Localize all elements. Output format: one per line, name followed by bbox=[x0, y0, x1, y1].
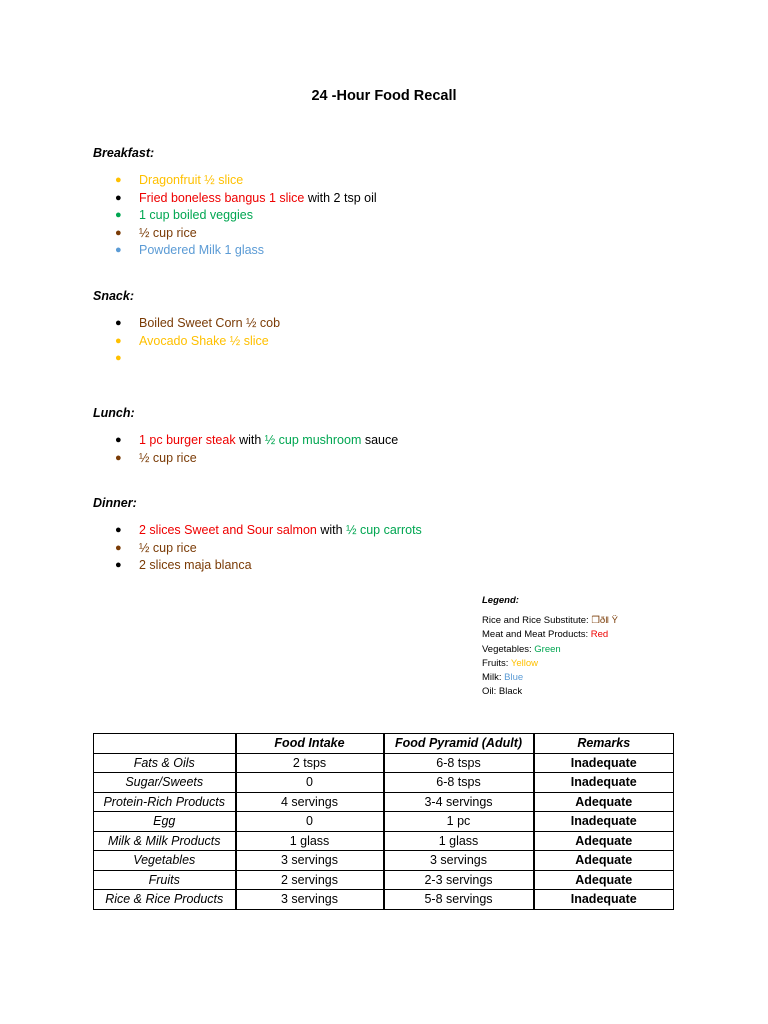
table-cell: 1 glass bbox=[384, 831, 534, 851]
list-item bbox=[93, 540, 422, 558]
food-item-text: ½ cup mushroom bbox=[264, 433, 362, 447]
legend-label: Oil: bbox=[482, 686, 499, 698]
legend-value: ❒ð‖ Ÿ bbox=[591, 615, 619, 627]
legend-label: Vegetables: bbox=[482, 643, 535, 655]
table-row bbox=[94, 773, 674, 793]
table-cell: 1 pc bbox=[384, 812, 534, 832]
list-item bbox=[93, 225, 377, 243]
list-item bbox=[93, 432, 398, 450]
lunch-list bbox=[93, 432, 398, 467]
table-row bbox=[94, 792, 674, 812]
food-item-text: Dragonfruit ½ slice bbox=[139, 173, 244, 187]
list-item bbox=[93, 557, 422, 575]
legend-value: Red bbox=[590, 629, 609, 641]
category-cell: Vegetables bbox=[94, 851, 236, 871]
list-item bbox=[93, 190, 377, 208]
legend-row bbox=[482, 643, 618, 657]
table-row bbox=[94, 753, 674, 773]
category-cell: Egg bbox=[94, 812, 236, 832]
bullet-icon: ● bbox=[115, 174, 122, 186]
bullet-icon: ● bbox=[115, 244, 122, 257]
food-item-text: ½ cup carrots bbox=[346, 523, 422, 537]
remarks-cell: Adequate bbox=[534, 851, 674, 871]
bullet-icon: ● bbox=[115, 209, 122, 222]
bullet-icon: ● bbox=[115, 334, 122, 347]
table-header-cell: Remarks bbox=[534, 734, 674, 754]
table-row bbox=[94, 831, 674, 851]
table-cell: 6-8 tsps bbox=[384, 773, 534, 793]
food-item-text: sauce bbox=[361, 433, 399, 447]
table-cell: 3 servings bbox=[236, 851, 384, 871]
table-cell: 0 bbox=[236, 812, 384, 832]
bullet-icon: ● bbox=[115, 434, 122, 446]
category-cell: Milk & Milk Products bbox=[94, 831, 236, 851]
table-cell: 5-8 servings bbox=[384, 890, 534, 910]
legend-value: Green bbox=[534, 643, 561, 655]
legend-value: Yellow bbox=[510, 657, 538, 669]
legend-label: Meat and Meat Products: bbox=[482, 629, 591, 641]
table-cell: 2 tsps bbox=[236, 753, 384, 773]
table-row bbox=[94, 851, 674, 871]
food-item-text: with bbox=[316, 523, 347, 537]
food-item-text: Avocado Shake ½ slice bbox=[139, 333, 269, 348]
remarks-cell: Inadequate bbox=[534, 812, 674, 832]
breakfast-list bbox=[93, 172, 377, 260]
food-item-text: 1 cup boiled veggies bbox=[139, 208, 253, 223]
snack-heading: Snack: bbox=[93, 289, 134, 303]
table-row bbox=[94, 812, 674, 832]
food-item-text: 2 slices maja blanca bbox=[139, 558, 252, 573]
food-item-text: ½ cup rice bbox=[139, 225, 197, 240]
table-cell: 3-4 servings bbox=[384, 792, 534, 812]
food-pyramid-table bbox=[93, 733, 674, 910]
food-item-text: Powdered Milk 1 glass bbox=[139, 243, 265, 258]
table-cell: 3 servings bbox=[384, 851, 534, 871]
bullet-icon: ● bbox=[115, 559, 122, 572]
table-cell: 2-3 servings bbox=[384, 870, 534, 890]
category-cell: Fats & Oils bbox=[94, 753, 236, 773]
bullet-icon: ● bbox=[115, 541, 122, 554]
legend-value: Black bbox=[498, 686, 523, 698]
legend-rows bbox=[482, 614, 618, 699]
legend-row bbox=[482, 628, 618, 642]
remarks-cell: Adequate bbox=[534, 792, 674, 812]
breakfast-heading: Breakfast: bbox=[93, 146, 155, 160]
category-cell: Protein-Rich Products bbox=[94, 792, 236, 812]
remarks-cell: Adequate bbox=[534, 870, 674, 890]
legend-label: Milk: bbox=[482, 672, 505, 684]
table-header-cell: Food Intake bbox=[236, 734, 384, 754]
list-item bbox=[93, 333, 280, 351]
food-item-text: Fried boneless bangus 1 slice bbox=[139, 190, 305, 205]
bullet-icon: ● bbox=[115, 226, 122, 239]
legend-label: Fruits: bbox=[482, 657, 511, 669]
category-cell: Fruits bbox=[94, 870, 236, 890]
bullet-icon: ● bbox=[115, 317, 122, 329]
table-body bbox=[94, 753, 674, 909]
table-row bbox=[94, 870, 674, 890]
food-item-text: ½ cup rice bbox=[139, 450, 197, 465]
color-legend bbox=[482, 594, 618, 699]
food-item-text: Boiled Sweet Corn ½ cob bbox=[139, 316, 281, 330]
remarks-cell: Inadequate bbox=[534, 890, 674, 910]
remarks-cell: Inadequate bbox=[534, 753, 674, 773]
list-item bbox=[93, 207, 377, 225]
page-title: 24 -Hour Food Recall bbox=[311, 88, 457, 104]
bullet-icon: ● bbox=[115, 524, 122, 536]
table-header-cell bbox=[94, 734, 236, 754]
bullet-icon: ● bbox=[115, 191, 122, 204]
bullet-icon: ● bbox=[115, 451, 122, 464]
lunch-heading: Lunch: bbox=[93, 406, 135, 420]
table-cell: 2 servings bbox=[236, 870, 384, 890]
list-item bbox=[93, 172, 377, 190]
remarks-cell: Adequate bbox=[534, 831, 674, 851]
food-item-text: with 2 tsp oil bbox=[304, 190, 377, 205]
table-cell: 0 bbox=[236, 773, 384, 793]
snack-list bbox=[93, 315, 280, 368]
legend-row bbox=[482, 657, 618, 671]
table-header-row bbox=[94, 734, 674, 754]
legend-row bbox=[482, 614, 618, 628]
food-item-text: 2 slices Sweet and Sour salmon bbox=[139, 523, 317, 537]
table-cell: 6-8 tsps bbox=[384, 753, 534, 773]
food-item-text: ½ cup rice bbox=[139, 540, 197, 555]
list-item bbox=[93, 242, 377, 260]
legend-label: Rice and Rice Substitute: bbox=[482, 615, 592, 627]
food-item-text: 1 pc burger steak bbox=[139, 433, 236, 447]
bullet-icon: ● bbox=[115, 352, 122, 365]
list-item bbox=[93, 522, 422, 540]
category-cell: Rice & Rice Products bbox=[94, 890, 236, 910]
list-item bbox=[93, 350, 280, 368]
remarks-cell: Inadequate bbox=[534, 773, 674, 793]
legend-row bbox=[482, 685, 618, 699]
table-header-cell: Food Pyramid (Adult) bbox=[384, 734, 534, 754]
table-cell: 3 servings bbox=[236, 890, 384, 910]
food-item-text: with bbox=[235, 433, 265, 447]
category-cell: Sugar/Sweets bbox=[94, 773, 236, 793]
table-row bbox=[94, 890, 674, 910]
dinner-heading: Dinner: bbox=[93, 496, 137, 510]
table-cell: 1 glass bbox=[236, 831, 384, 851]
legend-title: Legend: bbox=[482, 595, 519, 606]
legend-row bbox=[482, 671, 618, 685]
dinner-list bbox=[93, 522, 422, 575]
table-cell: 4 servings bbox=[236, 792, 384, 812]
legend-value: Blue bbox=[504, 672, 524, 684]
list-item bbox=[93, 315, 280, 333]
list-item bbox=[93, 450, 398, 468]
